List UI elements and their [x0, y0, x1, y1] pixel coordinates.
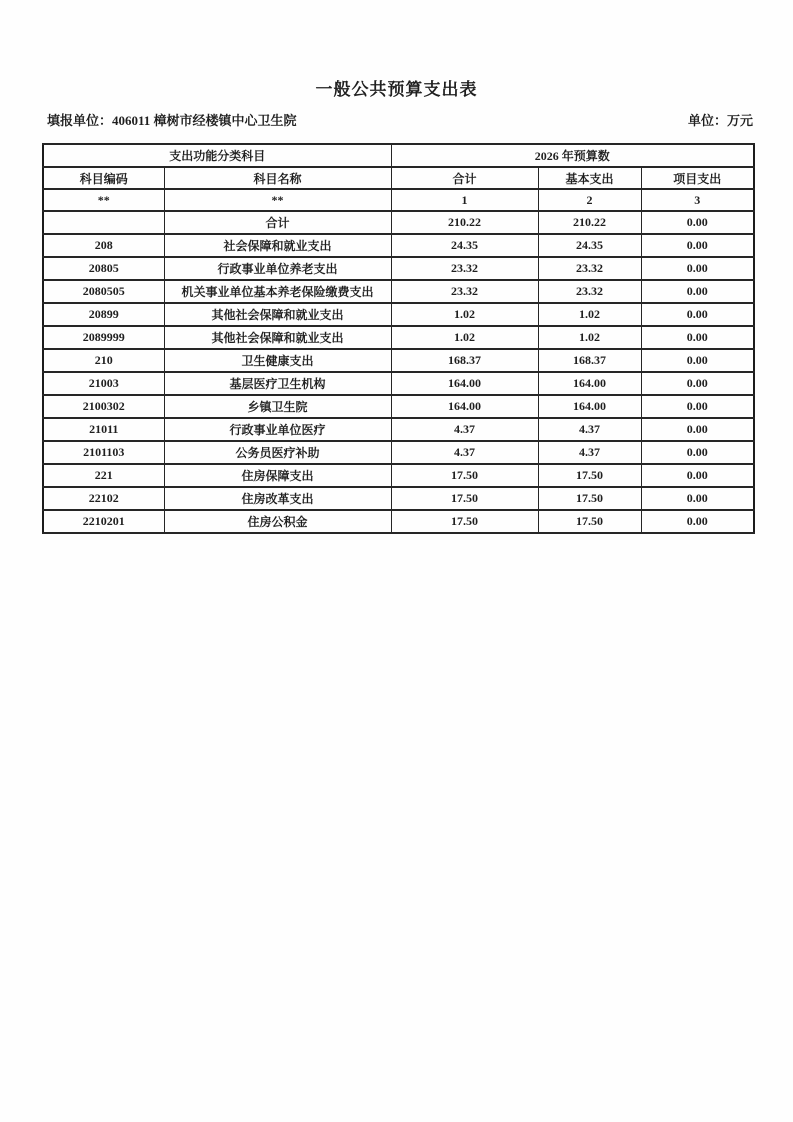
subject-code-cell: 2089999: [43, 326, 164, 349]
subject-name-cell: 住房保障支出: [164, 464, 391, 487]
subject-name-cell: 住房公积金: [164, 510, 391, 533]
project-expenditure-cell: 0.00: [641, 510, 754, 533]
table-row: [43, 464, 754, 487]
basic-expenditure-cell: 23.32: [538, 280, 641, 303]
subject-code-cell: 21011: [43, 418, 164, 441]
table-row: [43, 372, 754, 395]
header-group-function-classification: 支出功能分类科目: [43, 144, 391, 167]
total-cell: 168.37: [391, 349, 538, 372]
total-cell: 23.32: [391, 280, 538, 303]
total-cell: 17.50: [391, 487, 538, 510]
total-cell: 1.02: [391, 303, 538, 326]
total-cell: 17.50: [391, 510, 538, 533]
reporting-unit: 填报单位：406011 樟树市经楼镇中心卫生院: [47, 113, 297, 128]
subject-name-cell: 卫生健康支出: [164, 349, 391, 372]
table-row: [43, 418, 754, 441]
basic-expenditure-cell: 23.32: [538, 257, 641, 280]
subject-code-cell: 2101103: [43, 441, 164, 464]
subject-name-cell: 公务员医疗补助: [164, 441, 391, 464]
column-header-project-expense: 项目支出: [641, 167, 754, 189]
total-cell: 24.35: [391, 234, 538, 257]
project-expenditure-cell: 0.00: [641, 487, 754, 510]
project-expenditure-cell: 0.00: [641, 326, 754, 349]
table-row: [43, 257, 754, 280]
page-title: 一般公共预算支出表: [315, 80, 478, 99]
subject-code-cell: 2080505: [43, 280, 164, 303]
project-expenditure-cell: 0.00: [641, 234, 754, 257]
basic-expenditure-cell: 164.00: [538, 395, 641, 418]
subject-name-cell: 合计: [164, 211, 391, 234]
table-row: [43, 441, 754, 464]
column-header-row: [43, 167, 754, 189]
basic-expenditure-cell: 4.37: [538, 418, 641, 441]
subject-code-cell: [43, 211, 164, 234]
subject-code-cell: 221: [43, 464, 164, 487]
subject-name-cell: 乡镇卫生院: [164, 395, 391, 418]
table-row: [43, 510, 754, 533]
project-expenditure-cell: 0.00: [641, 372, 754, 395]
basic-expenditure-cell: 1.02: [538, 303, 641, 326]
subject-name-cell: 其他社会保障和就业支出: [164, 326, 391, 349]
project-expenditure-cell: 0.00: [641, 211, 754, 234]
project-expenditure-cell: 0.00: [641, 395, 754, 418]
basic-expenditure-cell: 164.00: [538, 372, 641, 395]
project-expenditure-cell: 0.00: [641, 464, 754, 487]
basic-expenditure-cell: 17.50: [538, 464, 641, 487]
subject-name-cell: 行政事业单位养老支出: [164, 257, 391, 280]
header-group-row: [43, 144, 754, 167]
project-expenditure-cell: 0.00: [641, 257, 754, 280]
subheader-row: [43, 189, 754, 211]
subject-name-cell: 社会保障和就业支出: [164, 234, 391, 257]
subject-code-cell: 20805: [43, 257, 164, 280]
project-expenditure-cell: 0.00: [641, 303, 754, 326]
subject-name-cell: 基层医疗卫生机构: [164, 372, 391, 395]
table-row: [43, 211, 754, 234]
table-row: [43, 326, 754, 349]
total-cell: 210.22: [391, 211, 538, 234]
basic-expenditure-cell: 1.02: [538, 326, 641, 349]
meta-row: [47, 110, 753, 129]
subject-code-cell: 22102: [43, 487, 164, 510]
project-expenditure-cell: 0.00: [641, 418, 754, 441]
subheader-name-placeholder: **: [164, 189, 391, 211]
project-expenditure-cell: 0.00: [641, 441, 754, 464]
subject-code-cell: 21003: [43, 372, 164, 395]
table-row: [43, 487, 754, 510]
project-expenditure-cell: 0.00: [641, 280, 754, 303]
subject-name-cell: 机关事业单位基本养老保险缴费支出: [164, 280, 391, 303]
header-group-budget-year: 2026 年预算数: [391, 144, 754, 167]
subheader-col-number-3: 3: [641, 189, 754, 211]
table-body: [43, 211, 754, 533]
subheader-code-placeholder: **: [43, 189, 164, 211]
subject-code-cell: 20899: [43, 303, 164, 326]
total-cell: 1.02: [391, 326, 538, 349]
total-cell: 164.00: [391, 395, 538, 418]
total-cell: 164.00: [391, 372, 538, 395]
subject-name-cell: 行政事业单位医疗: [164, 418, 391, 441]
total-cell: 4.37: [391, 441, 538, 464]
subject-code-cell: 2100302: [43, 395, 164, 418]
basic-expenditure-cell: 168.37: [538, 349, 641, 372]
unit-note: 单位：万元: [687, 113, 753, 128]
column-header-total: 合计: [391, 167, 538, 189]
total-cell: 17.50: [391, 464, 538, 487]
subject-code-cell: 210: [43, 349, 164, 372]
table-row: [43, 280, 754, 303]
budget-table: [42, 143, 755, 534]
total-cell: 4.37: [391, 418, 538, 441]
basic-expenditure-cell: 4.37: [538, 441, 641, 464]
basic-expenditure-cell: 24.35: [538, 234, 641, 257]
column-header-subject-name: 科目名称: [164, 167, 391, 189]
table-row: [43, 349, 754, 372]
subheader-col-number-1: 1: [391, 189, 538, 211]
column-header-subject-code: 科目编码: [43, 167, 164, 189]
table-row: [43, 395, 754, 418]
total-cell: 23.32: [391, 257, 538, 280]
basic-expenditure-cell: 17.50: [538, 510, 641, 533]
subject-code-cell: 208: [43, 234, 164, 257]
table-row: [43, 234, 754, 257]
subheader-col-number-2: 2: [538, 189, 641, 211]
project-expenditure-cell: 0.00: [641, 349, 754, 372]
column-header-basic-expense: 基本支出: [538, 167, 641, 189]
table-row: [43, 303, 754, 326]
subject-name-cell: 其他社会保障和就业支出: [164, 303, 391, 326]
basic-expenditure-cell: 17.50: [538, 487, 641, 510]
subject-code-cell: 2210201: [43, 510, 164, 533]
basic-expenditure-cell: 210.22: [538, 211, 641, 234]
subject-name-cell: 住房改革支出: [164, 487, 391, 510]
